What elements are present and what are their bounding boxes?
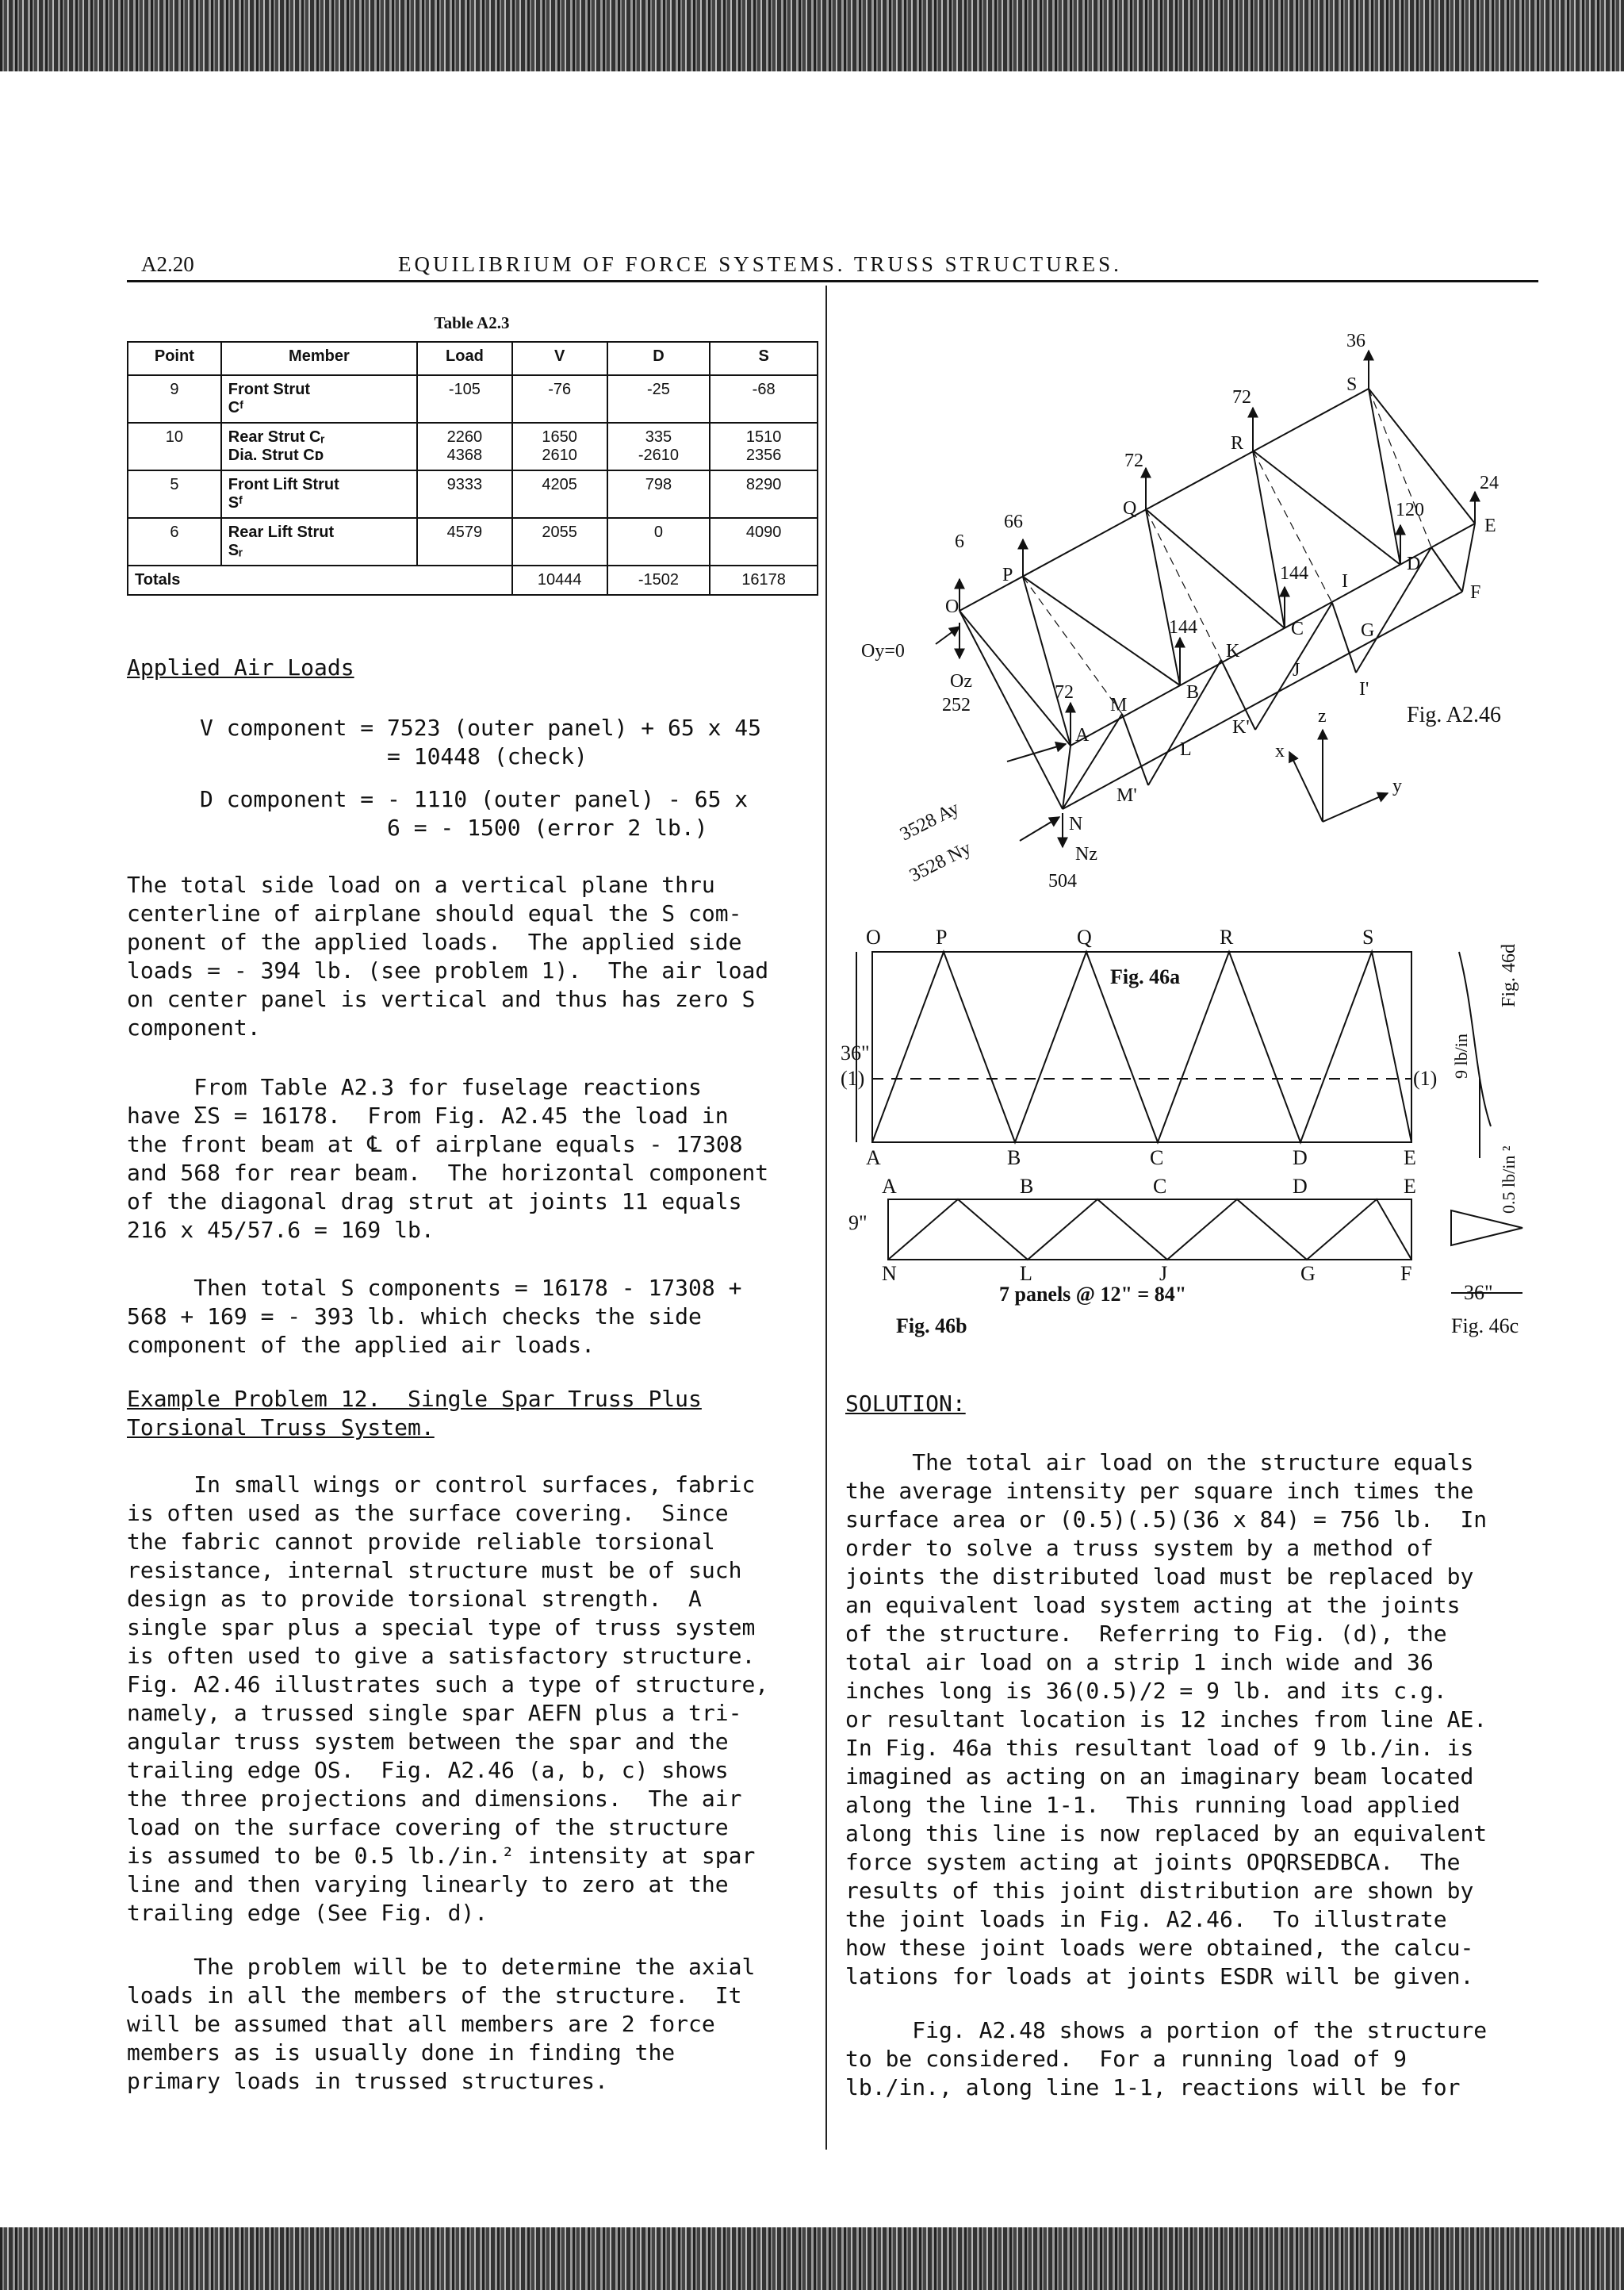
load-label-c: 144 xyxy=(1280,563,1308,584)
fig46b-height: 9" xyxy=(848,1211,868,1234)
fig46a-line-left: (1) xyxy=(841,1067,865,1090)
cell-d-line: -2610 xyxy=(638,447,679,464)
fig46b-bottom-l: L xyxy=(1020,1262,1032,1285)
caption-fig-46d: Fig. 46d xyxy=(1499,943,1519,1007)
cell-member-line: Cᶠ xyxy=(228,399,244,416)
joint-label-a: A xyxy=(1075,725,1090,746)
cell-member-line: Dia. Strut Cᴅ xyxy=(228,447,324,464)
load-label-e: 24 xyxy=(1480,473,1499,493)
cell-point: 10 xyxy=(128,423,221,470)
joint-label-i-prime: I' xyxy=(1359,679,1369,700)
scan-noise-bottom xyxy=(0,2227,1624,2290)
col-header-s: S xyxy=(710,342,818,375)
joint-label-c: C xyxy=(1291,619,1304,639)
solution-heading: SOLUTION: xyxy=(845,1390,966,1417)
cell-s-line: 1510 xyxy=(745,428,782,446)
left-paragraph-4: In small wings or control surfaces, fabric is often used as the surface covering. Since the fabric cannot provide reliable torsional resistance, internal structure must be of such design as to provide torsional strength. A single spar plus a special type of truss system is often used to give a satisfactory structure. Fig. A2.46 illustrates such a type of structure, namely, a trussed single spar AEFN plus a tri- angular truss system between the spar and the trailing edge OS. Fig. A2.46 (a, b, c) shows the three projections and dimensions. The air load on the surface covering of the structure is assumed to be 0.5 lb./in.² intensity at spar line and then varying linearly to zero at the trailing edge (See Fig. d). xyxy=(127,1471,769,1926)
cell-v xyxy=(512,375,607,423)
caption-fig-46c: Fig. 46c xyxy=(1451,1314,1519,1337)
cell-d xyxy=(607,375,710,423)
axis-y: y xyxy=(1392,776,1402,796)
cell-member xyxy=(221,423,417,470)
table-header-row xyxy=(128,342,818,375)
joint-label-k-prime: K' xyxy=(1232,717,1250,738)
fig46b-top-b: B xyxy=(1020,1175,1034,1198)
joint-label-m-prime: M' xyxy=(1116,785,1137,806)
reaction-oz-value: 252 xyxy=(942,695,971,715)
cell-member-line: Front Lift Strut xyxy=(228,476,339,493)
cell-load-line: -105 xyxy=(448,381,481,398)
applied-air-loads-heading: Applied Air Loads xyxy=(127,654,354,681)
cell-member xyxy=(221,518,417,566)
joint-label-d: D xyxy=(1407,554,1421,574)
reaction-ay: 3528 Ay xyxy=(896,797,963,846)
caption-fig-a2-46: Fig. A2.46 xyxy=(1407,703,1502,727)
cell-member-line: Sᶠ xyxy=(228,494,243,512)
load-label-o: 6 xyxy=(955,531,964,552)
joint-label-i: I xyxy=(1342,571,1348,592)
fig46b-bottom-f: F xyxy=(1400,1262,1412,1285)
cell-member xyxy=(221,470,417,518)
load-label-b: 144 xyxy=(1169,617,1197,638)
isometric-truss xyxy=(959,389,1475,809)
page-header xyxy=(127,252,1538,281)
fig46b-bottom-g: G xyxy=(1300,1262,1316,1285)
joint-label-g: G xyxy=(1361,620,1375,641)
fig46a-top-o: O xyxy=(866,926,881,949)
fig46b-panels: 7 panels @ 12" = 84" xyxy=(999,1283,1187,1306)
load-label-q: 72 xyxy=(1124,451,1143,471)
left-paragraph-2: From Table A2.3 for fuselage reactions have ΣS = 16178. From Fig. A2.45 the load in the front beam at ℄ of airplane equals - 17308 and 568 for rear beam. The horizontal component of the diagonal drag strut at joints 11 equals 216 x 45/57.6 = 169 lb. xyxy=(127,1074,769,1243)
table-row xyxy=(128,518,818,566)
reaction-nz-label: Nz xyxy=(1075,844,1097,865)
fig46b-top-a: A xyxy=(882,1175,897,1198)
cell-load xyxy=(417,375,512,423)
scan-noise-top xyxy=(0,0,1624,71)
cell-member-line: Rear Lift Strut xyxy=(228,524,335,541)
fig46a-depth: 36" xyxy=(841,1041,870,1064)
fig46b-top-e: E xyxy=(1404,1175,1416,1198)
left-paragraph-3: Then total S components = 16178 - 17308 + 568 + 169 = - 393 lb. which checks the side component of the applied air loads. xyxy=(127,1275,742,1358)
fig46a-top-p: P xyxy=(936,926,948,949)
d-component-line2: 6 = - 1500 (error 2 lb.) xyxy=(387,815,708,841)
joint-label-l: L xyxy=(1180,739,1192,760)
cell-load-line: 4368 xyxy=(446,447,483,464)
fig46a-bottom-c: C xyxy=(1150,1146,1164,1169)
col-header-d: D xyxy=(607,342,710,375)
cell-load xyxy=(417,423,512,470)
load-label-p: 66 xyxy=(1004,512,1023,532)
col-header-point: Point xyxy=(128,342,221,375)
right-paragraph-2: Fig. A2.48 shows a portion of the structure to be considered. For a running load of 9 lb./in., along line 1-1, reactions will be for xyxy=(845,2017,1488,2100)
fig46b-top-d: D xyxy=(1293,1175,1308,1198)
cell-d xyxy=(607,518,710,566)
header-rule xyxy=(127,280,1538,282)
cell-s-line: 4090 xyxy=(745,524,782,541)
cell-s-line: 8290 xyxy=(745,476,782,493)
cell-load-line: 9333 xyxy=(446,476,483,493)
cell-d-line: -25 xyxy=(646,381,670,398)
left-paragraph-1: The total side load on a vertical plane thru centerline of airplane should equal the S com- ponent of the applied loads. The applied side loads = - 394 lb. (see problem 1). The air load on center panel is vertical and thus has zero S component. xyxy=(127,872,769,1041)
cell-v xyxy=(512,423,607,470)
fig46d-top-value: 9 lb/in xyxy=(1451,1034,1471,1079)
joint-label-q: Q xyxy=(1123,498,1137,519)
fig46b-bottom-n: N xyxy=(882,1262,897,1285)
cell-point: 6 xyxy=(128,518,221,566)
fig46b-top-c: C xyxy=(1153,1175,1167,1198)
cell-v-line: -76 xyxy=(548,381,572,398)
reactions-table xyxy=(127,341,818,596)
cell-s xyxy=(710,375,818,423)
cell-member xyxy=(221,375,417,423)
reaction-nz-value: 504 xyxy=(1048,871,1077,892)
cell-s xyxy=(710,518,818,566)
fig46d-bottom-value: 0.5 lb/in ² xyxy=(1499,1145,1519,1214)
cell-load-line: 2260 xyxy=(446,428,483,446)
table-row xyxy=(128,470,818,518)
cell-d xyxy=(607,470,710,518)
axis-z: z xyxy=(1318,706,1327,727)
reaction-oz-label: Oz xyxy=(950,671,972,692)
joint-label-m: M xyxy=(1110,695,1128,715)
joint-label-e: E xyxy=(1484,516,1496,536)
load-label-r: 72 xyxy=(1232,387,1251,408)
joint-label-r: R xyxy=(1231,433,1244,454)
col-header-member: Member xyxy=(221,342,417,375)
fig46c-width: 36" xyxy=(1464,1281,1493,1304)
v-component-line2: = 10448 (check) xyxy=(387,743,588,769)
totals-d: -1502 xyxy=(607,566,710,595)
v-component-line1: V component = 7523 (outer panel) + 65 x 45 xyxy=(200,715,762,741)
joint-label-b: B xyxy=(1186,682,1200,703)
table-row xyxy=(128,423,818,470)
load-label-d: 120 xyxy=(1396,500,1424,520)
d-component-line1: D component = - 1110 (outer panel) - 65 x xyxy=(200,786,749,812)
cell-s-line: -68 xyxy=(752,381,776,398)
cell-d-line: 335 xyxy=(645,428,672,446)
fig46a-bottom-e: E xyxy=(1404,1146,1416,1169)
page-title: EQUILIBRIUM OF FORCE SYSTEMS. TRUSS STRUCTURES. xyxy=(398,252,1122,276)
cell-v xyxy=(512,470,607,518)
fig46a-bottom-b: B xyxy=(1007,1146,1021,1169)
caption-fig-46a: Fig. 46a xyxy=(1110,965,1181,988)
example-heading-line2: Torsional Truss System. xyxy=(127,1414,435,1440)
fig46b-bottom-j: J xyxy=(1159,1262,1168,1285)
column-divider xyxy=(825,286,827,2150)
joint-label-k: K xyxy=(1226,641,1240,662)
cell-member-line: Front Strut xyxy=(228,381,311,398)
fig46a-top-s: S xyxy=(1362,926,1374,949)
reaction-ny: 3528 Ny xyxy=(906,838,975,887)
fig46a-line-right: (1) xyxy=(1413,1067,1438,1090)
cell-member-line: Rear Strut Cᵣ xyxy=(228,428,325,446)
cell-s-line: 2356 xyxy=(745,447,782,464)
load-label-s: 36 xyxy=(1346,331,1365,351)
joint-label-s: S xyxy=(1346,374,1358,395)
cell-point: 5 xyxy=(128,470,221,518)
fig46a-bottom-a: A xyxy=(866,1146,881,1169)
cell-load xyxy=(417,518,512,566)
cell-d xyxy=(607,423,710,470)
joint-label-n: N xyxy=(1069,814,1083,834)
cell-load xyxy=(417,470,512,518)
fig46a-top-r: R xyxy=(1220,926,1234,949)
fig46a-bottom-d: D xyxy=(1293,1146,1308,1169)
joint-label-p: P xyxy=(1002,565,1013,585)
table-totals-row xyxy=(128,566,818,595)
col-header-v: V xyxy=(512,342,607,375)
table-row xyxy=(128,375,818,423)
reaction-oy: Oy=0 xyxy=(861,641,905,662)
left-paragraph-5: The problem will be to determine the axial loads in all the members of the structure. It will be assumed that all members are 2 force members as is usually done in finding the primary loads in trussed structures. xyxy=(127,1954,756,2094)
cell-v-line: 2055 xyxy=(542,524,577,541)
cell-d-line: 0 xyxy=(653,524,663,541)
fig-46b-spar xyxy=(888,1199,1411,1260)
totals-s: 16178 xyxy=(710,566,818,595)
col-header-load: Load xyxy=(417,342,512,375)
cell-v-line: 4205 xyxy=(542,476,577,493)
cell-s xyxy=(710,423,818,470)
joint-label-j: J xyxy=(1293,660,1300,681)
table-title: Table A2.3 xyxy=(434,313,510,332)
joint-label-f: F xyxy=(1470,582,1481,603)
right-paragraph-1: The total air load on the structure equals the average intensity per square inch times the surface area or (0.5)(.5)(36 x 84) = 756 lb. In order to solve a truss system by a method of joints the distributed load must be replaced by an equivalent load system acting at the joints of the structure. Referring to Fig. (d), the total air load on a strip 1 inch wide and 36 inches long is 36(0.5)/2 = 9 lb. and its c.g. or resultant location is 12 inches from line AE. In Fig. 46a this resultant load of 9 lb./in. is imagined as acting on an imaginary beam located along the line 1-1. This running load applied along this line is now replaced by an equivalent force system acting at joints OPQRSEDBCA. The results of this joint distribution are shown by the joint loads in Fig. A2.46. To illustrate how these joint loads were obtained, the calcu- lations for loads at joints ESDR will be given. xyxy=(845,1449,1488,1989)
cell-v-line: 2610 xyxy=(542,447,577,464)
cell-v xyxy=(512,518,607,566)
cell-load-line: 4579 xyxy=(446,524,483,541)
cell-v-line: 1650 xyxy=(542,428,577,446)
totals-v: 10444 xyxy=(512,566,607,595)
joint-label-o: O xyxy=(945,596,959,617)
example-heading-line1: Example Problem 12. Single Spar Truss Plus xyxy=(127,1386,702,1412)
fig46a-top-q: Q xyxy=(1077,926,1092,949)
cell-d-line: 798 xyxy=(645,476,672,493)
cell-point: 9 xyxy=(128,375,221,423)
axis-x: x xyxy=(1275,741,1285,761)
cell-s xyxy=(710,470,818,518)
load-label-a: 72 xyxy=(1055,682,1074,703)
totals-label: Totals xyxy=(128,566,512,595)
cell-member-line: Sᵣ xyxy=(228,542,243,559)
truss-figure xyxy=(841,317,1538,1348)
page-number: A2.20 xyxy=(141,252,194,276)
caption-fig-46b: Fig. 46b xyxy=(896,1314,967,1337)
